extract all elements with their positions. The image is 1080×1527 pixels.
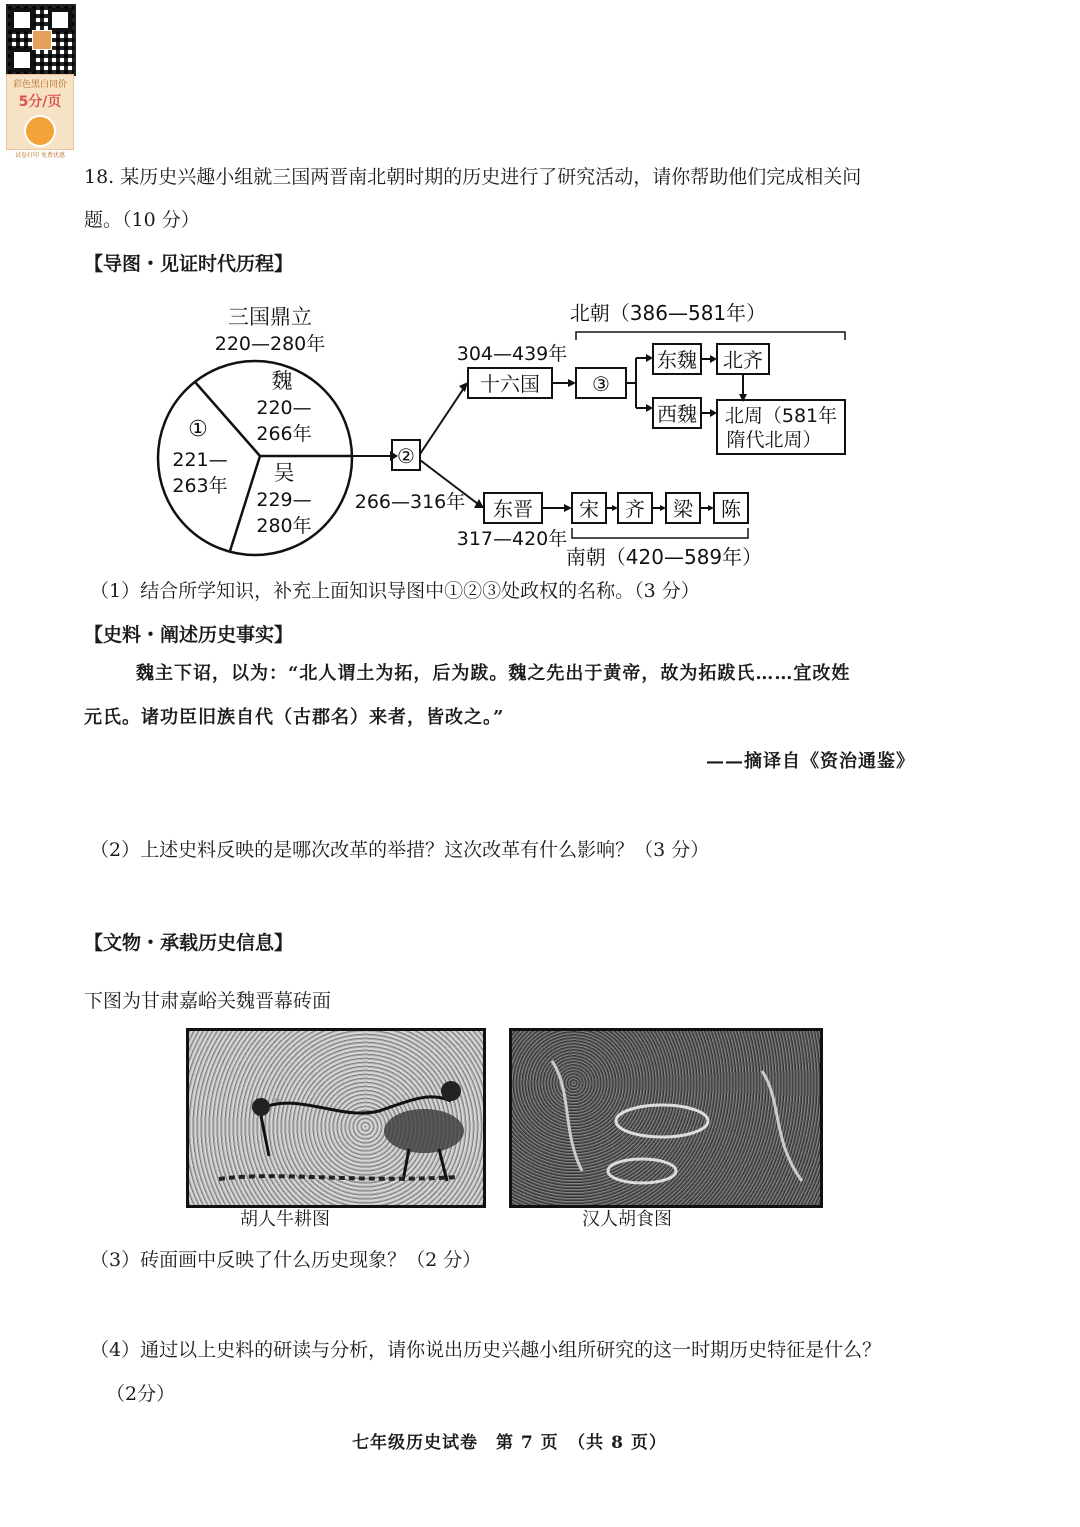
liang: 梁 <box>673 497 693 521</box>
ad-price: 5分/页 <box>18 94 62 110</box>
question-2: （2）上述史料反映的是哪次改革的举措？这次改革有什么影响？（3 分） <box>90 839 710 861</box>
west-wei: 西魏 <box>657 402 697 426</box>
caption-food: 汉人胡食图 <box>582 1209 672 1230</box>
qr-code <box>6 4 76 76</box>
north-zhou-2: 隋代北周） <box>726 429 822 451</box>
north-qi: 北齐 <box>723 348 763 372</box>
wu-name: 吴 <box>273 461 295 485</box>
section-title-artifacts: 【文物・承载历史信息】 <box>84 932 294 954</box>
chen: 陈 <box>721 497 741 521</box>
east-jin-years: 317—420年 <box>456 528 568 550</box>
three-kingdoms-title: 三国鼎立 <box>228 305 312 329</box>
dynasty-mind-map <box>150 296 860 571</box>
wei-years-2: 266年 <box>256 423 312 445</box>
question-line-2: 题。（10 分） <box>84 209 200 231</box>
question-3: （3）砖面画中反映了什么历史现象？（2 分） <box>90 1249 482 1271</box>
qi: 齐 <box>625 497 645 521</box>
blank-1-years-1: 221— <box>172 449 228 471</box>
north-dynasties-label: 北朝（386—581年） <box>569 301 767 325</box>
section-title-mindmap: 【导图・见证时代历程】 <box>84 253 294 275</box>
south-dynasties-label: 南朝（420—589年） <box>565 545 763 569</box>
avatar <box>32 30 52 50</box>
sixteen-kingdoms: 十六国 <box>480 372 540 396</box>
blank-2: ② <box>397 444 415 468</box>
brick-painting-plowing <box>186 1028 486 1208</box>
blank-3: ③ <box>592 372 610 396</box>
question-4-line-1: （4）通过以上史料的研读与分析，请你说出历史兴趣小组所研究的这一时期历史特征是什么？ <box>90 1339 882 1361</box>
source-line-2: 元氏。诸功臣旧族自代（古郡名）来者，皆改之。” <box>84 707 505 728</box>
sixteen-kingdoms-years: 304—439年 <box>456 343 568 365</box>
blank-1: ① <box>188 417 208 442</box>
page-footer: 七年级历史试卷 第 7 页 （共 8 页） <box>352 1433 667 1453</box>
section-title-source: 【史料・阐述历史事实】 <box>84 624 294 646</box>
wei-years-1: 220— <box>256 397 312 419</box>
ad-line-1: 彩色黑白同价 <box>12 80 67 90</box>
print-ad-badge <box>6 74 74 159</box>
question-1: （1）结合所学知识，补充上面知识导图中①②③处政权的名称。（3 分） <box>90 580 700 602</box>
question-4-line-2: （2分） <box>106 1383 176 1405</box>
source-citation: ——摘译自《资治通鉴》 <box>706 751 915 772</box>
question-line-1: 18. 某历史兴趣小组就三国两晋南北朝时期的历史进行了研究活动，请你帮助他们完成相关问 <box>84 166 862 188</box>
brick-painting-food <box>509 1028 823 1208</box>
blank-2-years: 266—316年 <box>354 491 466 513</box>
north-zhou-1: 北周（581年 <box>724 405 838 427</box>
caption-plowing: 胡人牛耕图 <box>240 1209 330 1230</box>
source-line-1: 魏主下诏，以为：“北人谓土为拓，后为跋。魏之先出于黄帝，故为拓跋氏……宜改姓 <box>136 663 851 684</box>
artifact-intro: 下图为甘肃嘉峪关魏晋幕砖面 <box>84 990 332 1012</box>
wu-years-2: 280年 <box>256 515 312 537</box>
wu-years-1: 229— <box>256 489 312 511</box>
east-jin: 东晋 <box>493 497 533 521</box>
wei-name: 魏 <box>271 369 293 393</box>
three-kingdoms-years: 220—280年 <box>214 333 326 355</box>
song: 宋 <box>579 497 599 521</box>
east-wei: 东魏 <box>657 348 697 372</box>
blank-1-years-2: 263年 <box>172 475 228 497</box>
ad-line-3: 试卷打印 免费优惠 <box>15 152 65 159</box>
ad-seal-icon <box>24 115 56 147</box>
